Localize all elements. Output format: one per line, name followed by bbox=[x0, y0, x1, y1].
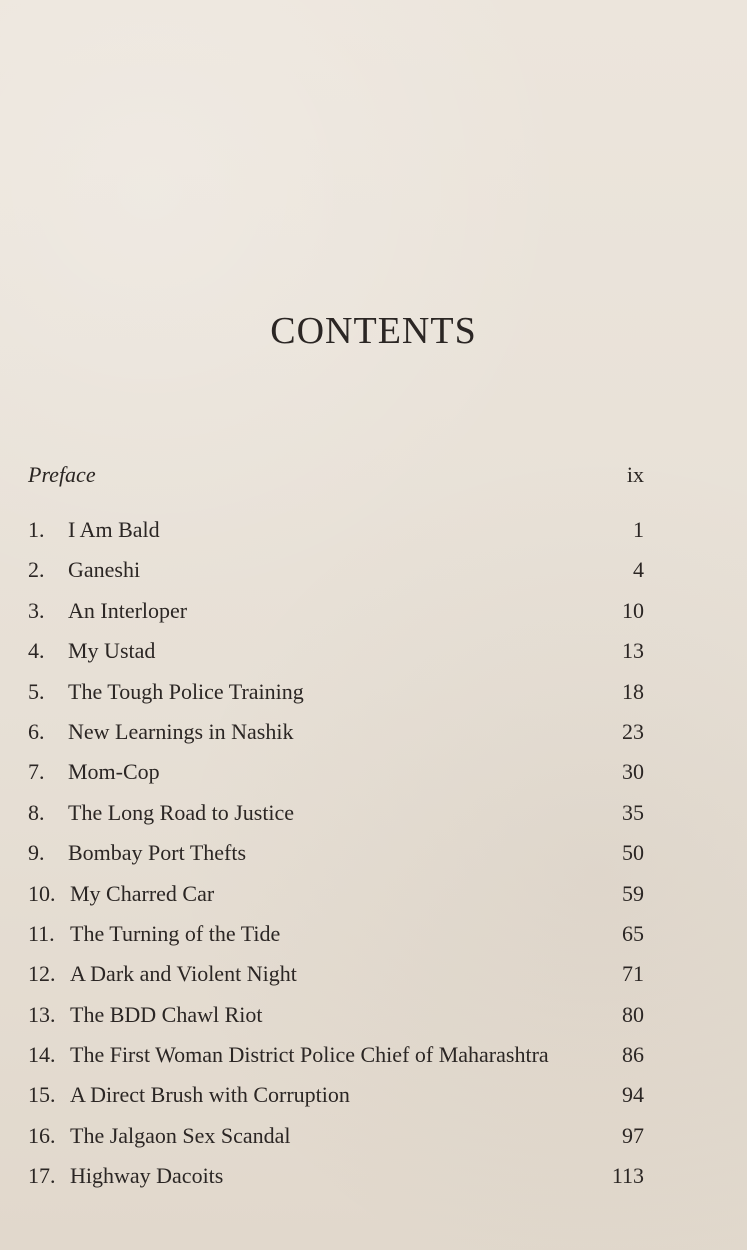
entry-page-number: 13 bbox=[622, 638, 644, 664]
contents-entry bbox=[28, 1123, 644, 1163]
contents-entry bbox=[28, 638, 644, 678]
contents-entry bbox=[28, 679, 644, 719]
entry-title: I Am Bald bbox=[68, 517, 160, 542]
contents-entry bbox=[28, 1163, 644, 1203]
entry-title: The Jalgaon Sex Scandal bbox=[70, 1122, 291, 1148]
entry-number: 1. bbox=[28, 517, 45, 542]
preface-label: Preface bbox=[28, 462, 96, 487]
entry-title: My Ustad bbox=[68, 638, 156, 664]
entry-number: 2. bbox=[28, 557, 45, 583]
entry-title: The First Woman District Police Chief of Maharashtra bbox=[70, 1042, 549, 1068]
contents-entry bbox=[28, 921, 644, 961]
contents-entry bbox=[28, 800, 644, 840]
contents-entry bbox=[28, 719, 644, 759]
entry-number: 10. bbox=[28, 880, 56, 906]
entry-page-number: 4 bbox=[633, 557, 644, 583]
entry-number: 11. bbox=[28, 920, 55, 946]
entry-page-number: 1 bbox=[633, 517, 644, 542]
entry-number: 7. bbox=[28, 759, 45, 785]
entry-page-number: 71 bbox=[622, 961, 644, 987]
entry-page-number: 80 bbox=[622, 1001, 644, 1027]
entry-title: New Learnings in Nashik bbox=[68, 718, 294, 744]
entry-number: 14. bbox=[28, 1042, 56, 1068]
contents-entry bbox=[28, 881, 644, 921]
entry-title: Mom-Cop bbox=[68, 759, 160, 785]
entry-number: 16. bbox=[28, 1122, 56, 1148]
entry-title: The Tough Police Training bbox=[68, 678, 304, 704]
entry-title: My Charred Car bbox=[70, 880, 215, 906]
entry-number: 4. bbox=[28, 638, 45, 664]
entry-page-number: 113 bbox=[611, 1163, 644, 1189]
preface-page-number: ix bbox=[626, 462, 644, 487]
entry-title: An Interloper bbox=[68, 597, 188, 623]
entry-number: 15. bbox=[28, 1082, 56, 1108]
entry-page-number: 23 bbox=[622, 718, 644, 744]
entry-number: 17. bbox=[28, 1163, 56, 1189]
page-title: CONTENTS bbox=[270, 310, 477, 352]
contents-entry bbox=[28, 598, 644, 638]
entry-title: The Turning of the Tide bbox=[70, 920, 281, 946]
contents-entry bbox=[28, 1002, 644, 1042]
contents-entry bbox=[28, 1082, 644, 1122]
entry-page-number: 86 bbox=[622, 1042, 644, 1068]
entry-number: 3. bbox=[28, 597, 45, 623]
entry-page-number: 30 bbox=[622, 759, 644, 785]
contents-entry bbox=[28, 557, 644, 597]
entry-title: A Dark and Violent Night bbox=[70, 961, 297, 987]
entry-number: 8. bbox=[28, 799, 45, 825]
contents-entry bbox=[28, 840, 644, 880]
entry-title: A Direct Brush with Corruption bbox=[70, 1082, 350, 1108]
entry-page-number: 94 bbox=[622, 1082, 644, 1108]
entry-page-number: 59 bbox=[622, 880, 644, 906]
preface-entry bbox=[28, 462, 644, 490]
entry-title: The Long Road to Justice bbox=[68, 799, 295, 825]
entry-title: Bombay Port Thefts bbox=[68, 840, 247, 866]
contents-entry bbox=[28, 759, 644, 799]
contents-entry bbox=[28, 961, 644, 1001]
entry-title: Highway Dacoits bbox=[70, 1163, 224, 1189]
entry-number: 9. bbox=[28, 840, 45, 866]
entry-page-number: 18 bbox=[622, 678, 644, 704]
entry-title: Ganeshi bbox=[68, 557, 141, 583]
entry-page-number: 65 bbox=[622, 920, 644, 946]
entry-page-number: 35 bbox=[622, 799, 644, 825]
entry-number: 5. bbox=[28, 678, 45, 704]
entry-page-number: 10 bbox=[622, 597, 644, 623]
entry-title: The BDD Chawl Riot bbox=[70, 1001, 263, 1027]
entry-number: 13. bbox=[28, 1001, 56, 1027]
contents-entry bbox=[28, 517, 644, 557]
contents-list bbox=[28, 517, 644, 1204]
entry-page-number: 50 bbox=[622, 840, 644, 866]
entry-number: 12. bbox=[28, 961, 56, 987]
contents-entry bbox=[28, 1042, 644, 1082]
entry-number: 6. bbox=[28, 718, 45, 744]
entry-page-number: 97 bbox=[622, 1122, 644, 1148]
